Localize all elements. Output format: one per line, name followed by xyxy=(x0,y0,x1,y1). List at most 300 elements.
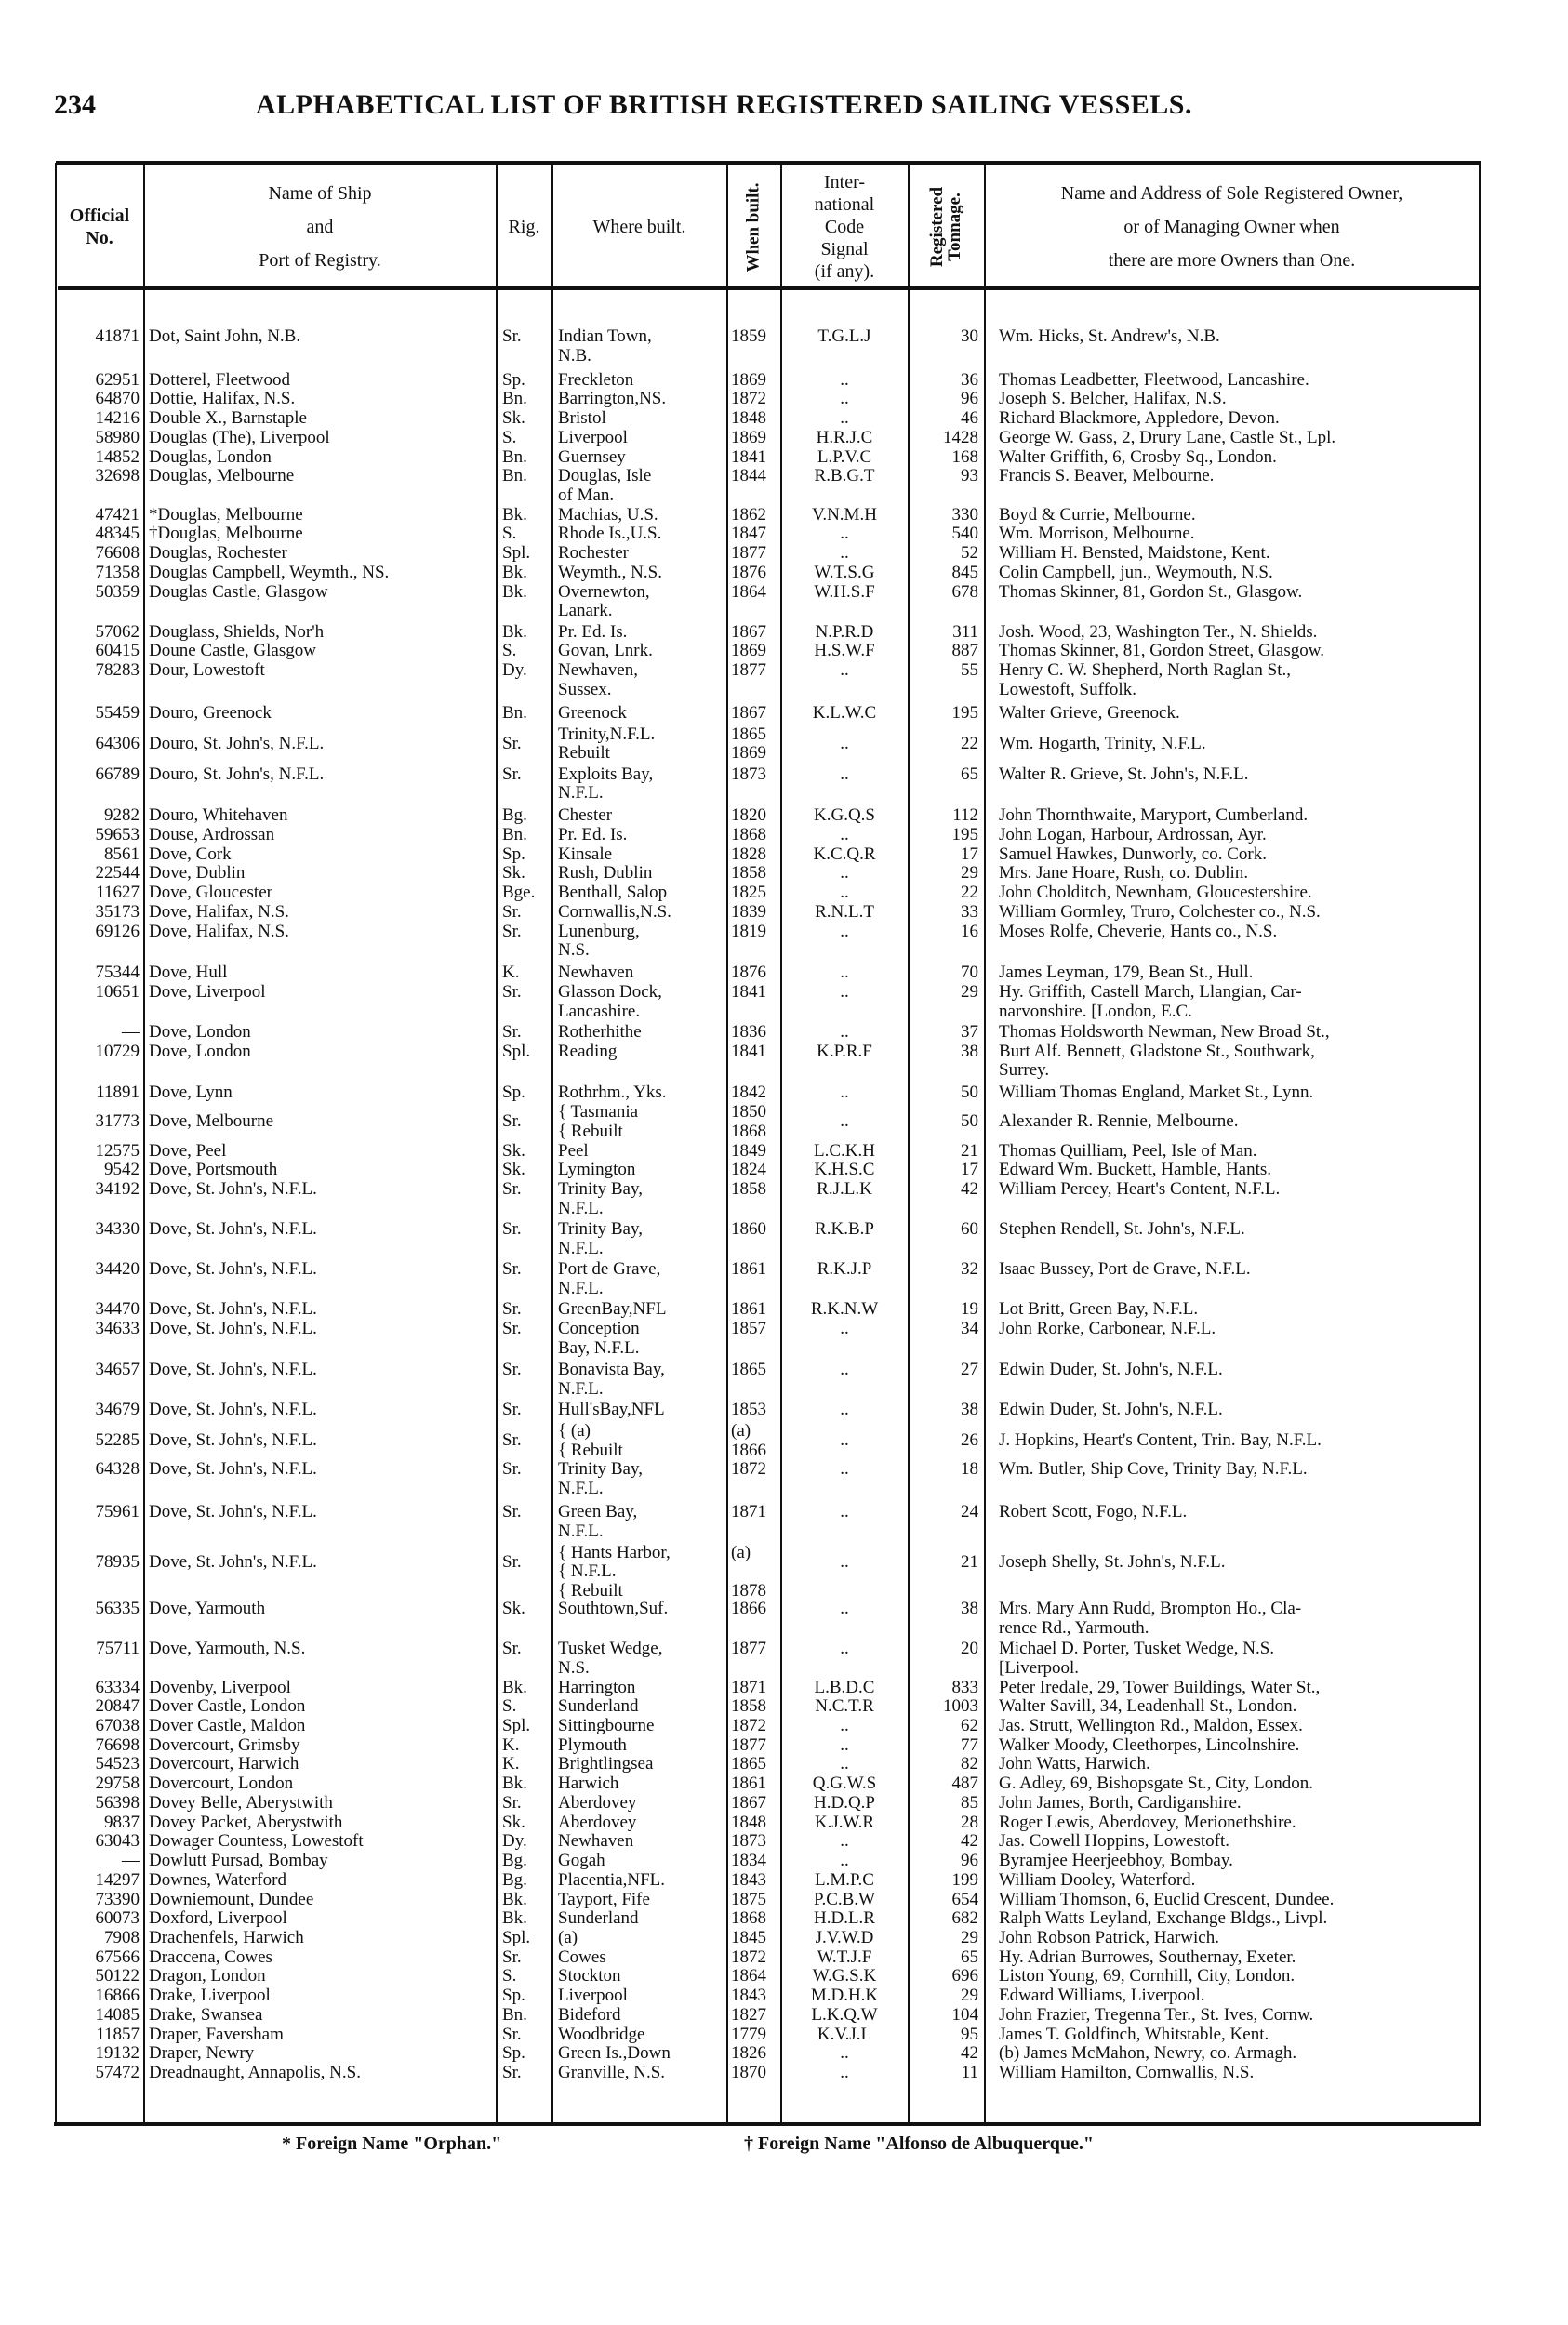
code-signal-cell: .. xyxy=(840,883,849,903)
official-no-cell: 32698 xyxy=(95,466,140,486)
code-signal-cell: .. xyxy=(840,389,849,409)
owner-cell: G. Adley, 69, Bishopsgate St., City, London. xyxy=(999,1774,1313,1794)
owner-cell: William Hamilton, Cornwallis, N.S. xyxy=(999,2063,1255,2082)
tonnage-cell: 38 xyxy=(961,1400,978,1420)
rig-cell: Bk. xyxy=(502,1774,527,1794)
rig-cell: Sr. xyxy=(502,1360,522,1380)
code-signal-cell: K.G.Q.S xyxy=(814,805,875,826)
where-built-cell: Exploits Bay, N.F.L. xyxy=(558,764,654,804)
ship-name-cell: Dragon, London xyxy=(149,1966,266,1986)
tonnage-cell: 678 xyxy=(951,581,978,602)
when-built-cell: 1825 xyxy=(731,883,766,903)
tonnage-cell: 16 xyxy=(961,921,978,941)
tonnage-cell: 682 xyxy=(951,1908,978,1929)
page-title: ALPHABETICAL LIST OF BRITISH REGISTERED SAILING VESSELS. xyxy=(256,89,1192,120)
code-signal-cell: N.C.T.R xyxy=(815,1696,874,1717)
tonnage-cell: 62 xyxy=(961,1716,978,1735)
code-signal-cell: V.N.M.H xyxy=(812,504,877,525)
official-no-cell: 66789 xyxy=(95,764,140,784)
rig-cell: Bn. xyxy=(502,825,527,845)
owner-cell: Michael D. Porter, Tusket Wedge, N.S. [Liverpool. xyxy=(999,1639,1275,1678)
ship-name-cell: Dove, Peel xyxy=(149,1140,227,1161)
official-no-cell: 34470 xyxy=(95,1299,140,1320)
owner-cell: Thomas Leadbetter, Fleetwood, Lancashire. xyxy=(999,369,1309,390)
ship-name-cell: Douglas, Rochester xyxy=(149,543,287,564)
code-signal-cell: Q.G.W.S xyxy=(812,1774,877,1794)
owner-cell: Robert Scott, Fogo, N.F.L. xyxy=(999,1502,1188,1522)
rig-cell: Sr. xyxy=(502,326,522,347)
tonnage-cell: 37 xyxy=(961,1022,978,1043)
when-built-cell: 1865 1869 xyxy=(731,724,766,764)
owner-cell: Mrs. Mary Ann Rudd, Brompton Ho., Cla- rence Rd., Yarmouth. xyxy=(999,1599,1302,1638)
ship-name-cell: Dove, Hull xyxy=(149,963,228,983)
when-built-cell: 1877 xyxy=(731,543,766,564)
when-built-cell: 1875 xyxy=(731,1889,766,1909)
where-built-cell: Benthall, Salop xyxy=(558,883,668,903)
rig-cell: Bk. xyxy=(502,562,527,582)
code-signal-cell: .. xyxy=(840,1111,849,1132)
when-built-cell: 1873 xyxy=(731,764,766,784)
ship-name-cell: Doxford, Liverpool xyxy=(149,1908,287,1929)
where-built-cell: Rothrhm., Yks. xyxy=(558,1083,667,1103)
tonnage-cell: 42 xyxy=(961,1178,978,1199)
tonnage-cell: 29 xyxy=(961,981,978,1002)
where-built-cell: Bonavista Bay, N.F.L. xyxy=(558,1360,665,1400)
tonnage-cell: 42 xyxy=(961,1831,978,1852)
tonnage-cell: 1428 xyxy=(943,427,978,447)
tonnage-cell: 52 xyxy=(961,543,978,564)
tonnage-cell: 24 xyxy=(961,1502,978,1522)
when-built-cell: 1867 xyxy=(731,703,766,724)
when-built-cell: 1869 xyxy=(731,641,766,661)
code-signal-cell: .. xyxy=(840,1022,849,1043)
official-no-cell: 64306 xyxy=(95,733,140,753)
rig-cell: K. xyxy=(502,963,520,983)
ship-name-cell: Douro, St. John's, N.F.L. xyxy=(149,764,325,784)
where-built-cell: Southtown,Suf. xyxy=(558,1599,669,1619)
official-no-cell: 8561 xyxy=(104,844,140,864)
ship-name-cell: Dove, St. John's, N.F.L. xyxy=(149,1178,317,1199)
tonnage-cell: 18 xyxy=(961,1459,978,1480)
where-built-cell: Trinity,N.F.L. Rebuilt xyxy=(558,724,656,764)
tonnage-cell: 833 xyxy=(951,1677,978,1697)
tonnage-cell: 195 xyxy=(951,703,978,724)
ship-name-cell: Dovercourt, Harwich xyxy=(149,1754,299,1774)
code-signal-cell: H.S.W.F xyxy=(814,641,875,661)
official-no-cell: 71358 xyxy=(95,562,140,582)
official-no-cell: 55459 xyxy=(95,703,140,724)
tonnage-cell: 21 xyxy=(961,1551,978,1572)
owner-cell: William H. Bensted, Maidstone, Kent. xyxy=(999,543,1270,564)
tonnage-cell: 22 xyxy=(961,733,978,753)
ship-name-cell: Douglas, Melbourne xyxy=(149,466,295,486)
ship-name-cell: Dove, Liverpool xyxy=(149,981,266,1002)
ship-name-cell: Drake, Swansea xyxy=(149,2004,263,2025)
rig-cell: Bn. xyxy=(502,446,527,467)
when-built-cell: 1864 xyxy=(731,1966,766,1986)
tonnage-cell: 27 xyxy=(961,1360,978,1380)
owner-cell: Byramjee Heerjeebhoy, Bombay. xyxy=(999,1851,1233,1871)
owner-cell: Samuel Hawkes, Dunworly, co. Cork. xyxy=(999,844,1267,864)
owner-cell: Josh. Wood, 23, Washington Ter., N. Shields. xyxy=(999,621,1318,642)
owner-cell: William Thomas England, Market St., Lynn. xyxy=(999,1083,1314,1103)
code-signal-cell: .. xyxy=(840,543,849,564)
where-built-cell: (a) xyxy=(558,1927,578,1947)
ship-name-cell: Double X., Barnstaple xyxy=(149,408,307,429)
official-no-cell: 52285 xyxy=(95,1429,140,1450)
where-built-cell: GreenBay,NFL xyxy=(558,1299,667,1320)
when-built-cell: 1868 xyxy=(731,1908,766,1929)
tonnage-cell: 77 xyxy=(961,1734,978,1755)
rig-cell: Bk. xyxy=(502,621,527,642)
where-built-cell: Stockton xyxy=(558,1966,621,1986)
where-built-cell: Woodbridge xyxy=(558,2024,645,2044)
code-signal-cell: .. xyxy=(840,1502,849,1522)
tonnage-cell: 22 xyxy=(961,883,978,903)
official-no-cell: 50122 xyxy=(95,1966,140,1986)
ship-name-cell: Dove, London xyxy=(149,1022,251,1043)
tonnage-cell: 29 xyxy=(961,863,978,884)
where-built-cell: Granville, N.S. xyxy=(558,2063,666,2082)
code-signal-cell: .. xyxy=(840,1639,849,1659)
official-no-cell: 11627 xyxy=(96,883,140,903)
rig-cell: K. xyxy=(502,1754,520,1774)
where-built-cell: Tusket Wedge, N.S. xyxy=(558,1639,663,1678)
tonnage-cell: 65 xyxy=(961,764,978,784)
rig-cell: Sk. xyxy=(502,863,525,884)
ship-name-cell: Douglas Castle, Glasgow xyxy=(149,581,328,602)
when-built-cell: 1828 xyxy=(731,844,766,864)
rig-cell: Bk. xyxy=(502,1677,527,1697)
when-built-cell: 1869 xyxy=(731,427,766,447)
rig-cell: Bn. xyxy=(502,466,527,486)
when-built-cell: 1841 xyxy=(731,1041,766,1061)
owner-cell: James Leyman, 179, Bean St., Hull. xyxy=(999,963,1254,983)
header-bottom-rule xyxy=(58,286,1481,290)
where-built-cell: Trinity Bay, N.F.L. xyxy=(558,1459,643,1498)
when-built-cell: 1858 xyxy=(731,1696,766,1717)
ship-name-cell: Dove, St. John's, N.F.L. xyxy=(149,1259,317,1280)
rig-cell: Bg. xyxy=(502,805,527,826)
owner-cell: William Thomson, 6, Euclid Crescent, Dundee. xyxy=(999,1889,1335,1909)
official-no-cell: 31773 xyxy=(95,1111,140,1132)
code-signal-cell: .. xyxy=(840,2063,849,2082)
when-built-cell: 1858 xyxy=(731,1178,766,1199)
when-built-cell: 1857 xyxy=(731,1318,766,1338)
tonnage-cell: 38 xyxy=(961,1599,978,1619)
official-no-cell: 14216 xyxy=(95,408,140,429)
official-no-cell: 78935 xyxy=(95,1551,140,1572)
official-no-cell: 12575 xyxy=(95,1140,140,1161)
when-built-cell: 1850 1868 xyxy=(731,1102,766,1141)
ship-name-cell: Dove, Dublin xyxy=(149,863,246,884)
where-built-cell: Greenock xyxy=(558,703,627,724)
owner-cell: Joseph Shelly, St. John's, N.F.L. xyxy=(999,1551,1226,1572)
owner-cell: Thomas Skinner, 81, Gordon St., Glasgow. xyxy=(999,581,1303,602)
owner-cell: Boyd & Currie, Melbourne. xyxy=(999,504,1196,525)
where-built-cell: Hull'sBay,NFL xyxy=(558,1400,665,1420)
tonnage-cell: 29 xyxy=(961,1927,978,1947)
tonnage-cell: 65 xyxy=(961,1946,978,1967)
when-built-cell: 1861 xyxy=(731,1259,766,1280)
ship-name-cell: Dove, Portsmouth xyxy=(149,1160,278,1180)
owner-cell: Edwin Duder, St. John's, N.F.L. xyxy=(999,1400,1223,1420)
tonnage-cell: 311 xyxy=(952,621,978,642)
where-built-cell: Sittingbourne xyxy=(558,1716,655,1735)
tonnage-cell: 82 xyxy=(961,1754,978,1774)
where-built-cell: Liverpool xyxy=(558,1986,628,2006)
owner-cell: Moses Rolfe, Cheverie, Hants co., N.S. xyxy=(999,921,1278,941)
when-built-cell: 1872 xyxy=(731,1459,766,1480)
owner-cell: William Percey, Heart's Content, N.F.L. xyxy=(999,1178,1281,1199)
when-built-cell: 1876 xyxy=(731,562,766,582)
rig-cell: Sk. xyxy=(502,408,525,429)
where-built-cell: Sunderland xyxy=(558,1696,639,1717)
owner-cell: Jas. Strutt, Wellington Rd., Maldon, Essex. xyxy=(999,1716,1303,1735)
official-no-cell: 34420 xyxy=(95,1259,140,1280)
official-no-cell: 58980 xyxy=(95,427,140,447)
where-built-cell: Rush, Dublin xyxy=(558,863,653,884)
where-built-cell: Plymouth xyxy=(558,1734,627,1755)
official-no-cell: — xyxy=(122,1022,140,1043)
when-built-cell: 1862 xyxy=(731,504,766,525)
rig-cell: Spl. xyxy=(502,1041,531,1061)
owner-cell: Edwin Duder, St. John's, N.F.L. xyxy=(999,1360,1223,1380)
tonnage-cell: 42 xyxy=(961,2043,978,2064)
ship-name-cell: Dover Castle, Maldon xyxy=(149,1716,306,1735)
when-built-cell: 1842 xyxy=(731,1083,766,1103)
when-built-cell: 1869 xyxy=(731,369,766,390)
official-no-cell: 19132 xyxy=(95,2043,140,2064)
owner-cell: Alexander R. Rennie, Melbourne. xyxy=(999,1111,1239,1132)
rig-cell: S. xyxy=(502,427,517,447)
where-built-cell: Gogah xyxy=(558,1851,605,1871)
ship-name-cell: Dove, St. John's, N.F.L. xyxy=(149,1318,317,1338)
header-rig: Rig. xyxy=(508,217,540,237)
owner-cell: J. Hopkins, Heart's Content, Trin. Bay, N.F.L. xyxy=(999,1429,1322,1450)
rig-cell: Sr. xyxy=(502,1551,522,1572)
code-signal-cell: .. xyxy=(840,1851,849,1871)
owner-cell: Henry C. W. Shepherd, North Raglan St., Lowestoft, Suffolk. xyxy=(999,660,1292,699)
where-built-cell: { Tasmania { Rebuilt xyxy=(558,1102,639,1141)
column-divider xyxy=(984,163,986,2123)
code-signal-cell: W.T.J.F xyxy=(817,1946,872,1967)
official-no-cell: 11891 xyxy=(96,1083,140,1103)
owner-cell: Wm. Morrison, Melbourne. xyxy=(999,524,1195,544)
rig-cell: Sr. xyxy=(502,1219,522,1240)
code-signal-cell: R.K.B.P xyxy=(815,1219,874,1240)
footnote-orphan: * Foreign Name "Orphan." xyxy=(282,2133,502,2154)
rig-cell: Sr. xyxy=(502,1111,522,1132)
official-no-cell: 29758 xyxy=(95,1774,140,1794)
official-no-cell: 75711 xyxy=(96,1639,140,1659)
rig-cell: Spl. xyxy=(502,1716,531,1735)
rig-cell: K. xyxy=(502,1734,520,1755)
when-built-cell: 1866 xyxy=(731,1599,766,1619)
rig-cell: Sr. xyxy=(502,1178,522,1199)
where-built-cell: Bideford xyxy=(558,2004,621,2025)
column-divider xyxy=(143,163,145,2123)
ship-name-cell: †Douglas, Melbourne xyxy=(149,524,303,544)
tonnage-cell: 50 xyxy=(961,1111,978,1132)
owner-cell: Walter R. Grieve, St. John's, N.F.L. xyxy=(999,764,1249,784)
official-no-cell: 64870 xyxy=(95,389,140,409)
where-built-cell: Harwich xyxy=(558,1774,619,1794)
official-no-cell: 41871 xyxy=(95,326,140,347)
official-no-cell: 10651 xyxy=(95,981,140,1002)
code-signal-cell: .. xyxy=(840,733,849,753)
when-built-cell: 1824 xyxy=(731,1160,766,1180)
tonnage-cell: 21 xyxy=(961,1140,978,1161)
code-signal-cell: T.G.L.J xyxy=(817,326,871,347)
official-no-cell: 78283 xyxy=(95,660,140,681)
when-built-cell: 1839 xyxy=(731,901,766,922)
rig-cell: S. xyxy=(502,1966,517,1986)
code-signal-cell: .. xyxy=(840,1734,849,1755)
where-built-cell: Newhaven, Sussex. xyxy=(558,660,638,699)
official-no-cell: 60415 xyxy=(95,641,140,661)
official-no-cell: 76608 xyxy=(95,543,140,564)
tonnage-cell: 195 xyxy=(951,825,978,845)
rig-cell: Sr. xyxy=(502,1946,522,1967)
when-built-cell: 1872 xyxy=(731,1716,766,1735)
official-no-cell: 57062 xyxy=(95,621,140,642)
where-built-cell: Cowes xyxy=(558,1946,606,1967)
when-built-cell: 1861 xyxy=(731,1299,766,1320)
ship-name-cell: Dove, St. John's, N.F.L. xyxy=(149,1360,317,1380)
owner-cell: Walter Griffith, 6, Crosby Sq., London. xyxy=(999,446,1277,467)
code-signal-cell: .. xyxy=(840,1831,849,1852)
owner-cell: James T. Goldfinch, Whitstable, Kent. xyxy=(999,2024,1269,2044)
rig-cell: S. xyxy=(502,524,517,544)
where-built-cell: Trinity Bay, N.F.L. xyxy=(558,1178,643,1218)
where-built-cell: Trinity Bay, N.F.L. xyxy=(558,1219,643,1258)
ship-name-cell: Dovercourt, London xyxy=(149,1774,294,1794)
owner-cell: Hy. Griffith, Castell March, Llangian, Car- narvonshire. [London, E.C. xyxy=(999,981,1302,1021)
header-ship-name: Name of Ship and Port of Registry. xyxy=(259,183,381,271)
tonnage-cell: 95 xyxy=(961,2024,978,2044)
rig-cell: Sr. xyxy=(502,764,522,784)
owner-cell: Richard Blackmore, Appledore, Devon. xyxy=(999,408,1280,429)
code-signal-cell: K.C.Q.R xyxy=(813,844,876,864)
rig-cell: Sr. xyxy=(502,733,522,753)
tonnage-cell: 112 xyxy=(952,805,978,826)
owner-cell: Roger Lewis, Aberdovey, Merionethshire. xyxy=(999,1812,1296,1832)
official-no-cell: 16866 xyxy=(95,1986,140,2006)
official-no-cell: — xyxy=(122,1851,140,1871)
ship-name-cell: Douro, St. John's, N.F.L. xyxy=(149,733,325,753)
ship-name-cell: Dove, St. John's, N.F.L. xyxy=(149,1429,317,1450)
official-no-cell: 47421 xyxy=(95,504,140,525)
where-built-cell: Barrington,NS. xyxy=(558,389,667,409)
tonnage-cell: 1003 xyxy=(943,1696,978,1717)
where-built-cell: Green Is.,Down xyxy=(558,2043,671,2064)
where-built-cell: Douglas, Isle of Man. xyxy=(558,466,652,505)
official-no-cell: 54523 xyxy=(95,1754,140,1774)
where-built-cell: Green Bay, N.F.L. xyxy=(558,1502,638,1542)
code-signal-cell: L.M.P.C xyxy=(815,1869,874,1890)
when-built-cell: 1853 xyxy=(731,1400,766,1420)
tonnage-cell: 11 xyxy=(961,2063,978,2082)
when-built-cell: 1871 xyxy=(731,1677,766,1697)
where-built-cell: Newhaven xyxy=(558,963,634,983)
when-built-cell: 1871 xyxy=(731,1502,766,1522)
where-built-cell: { (a) { Rebuilt xyxy=(558,1420,623,1460)
ship-name-cell: Douglass, Shields, Nor'h xyxy=(149,621,325,642)
when-built-cell: 1826 xyxy=(731,2043,766,2064)
tonnage-cell: 85 xyxy=(961,1792,978,1813)
official-no-cell: 56398 xyxy=(95,1792,140,1813)
rig-cell: Sk. xyxy=(502,1140,525,1161)
when-built-cell: 1868 xyxy=(731,825,766,845)
where-built-cell: Weymth., N.S. xyxy=(558,562,662,582)
ship-name-cell: Dove, Gloucester xyxy=(149,883,272,903)
rig-cell: Sp. xyxy=(502,2043,525,2064)
when-built-cell: 1841 xyxy=(731,981,766,1002)
ship-name-cell: Dove, Melbourne xyxy=(149,1111,274,1132)
when-built-cell: 1859 xyxy=(731,326,766,347)
ship-name-cell: Doune Castle, Glasgow xyxy=(149,641,316,661)
where-built-cell: Freckleton xyxy=(558,369,634,390)
code-signal-cell: W.H.S.F xyxy=(814,581,875,602)
rig-cell: Dy. xyxy=(502,660,527,681)
official-no-cell: 20847 xyxy=(95,1696,140,1717)
where-built-cell: Rochester xyxy=(558,543,629,564)
table-bottom-rule xyxy=(54,2122,1481,2126)
official-no-cell: 14852 xyxy=(95,446,140,467)
tonnage-cell: 487 xyxy=(951,1774,978,1794)
owner-cell: Lot Britt, Green Bay, N.F.L. xyxy=(999,1299,1199,1320)
code-signal-cell: P.C.B.W xyxy=(814,1889,875,1909)
owner-cell: John Logan, Harbour, Ardrossan, Ayr. xyxy=(999,825,1267,845)
owner-cell: Isaac Bussey, Port de Grave, N.F.L. xyxy=(999,1259,1251,1280)
code-signal-cell: K.H.S.C xyxy=(814,1160,875,1180)
owner-cell: Walker Moody, Cleethorpes, Lincolnshire. xyxy=(999,1734,1300,1755)
ship-name-cell: Dove, Yarmouth, N.S. xyxy=(149,1639,306,1659)
owner-cell: William Dooley, Waterford. xyxy=(999,1869,1196,1890)
when-built-cell: 1872 xyxy=(731,389,766,409)
ship-name-cell: Dowlutt Pursad, Bombay xyxy=(149,1851,328,1871)
official-no-cell: 34633 xyxy=(95,1318,140,1338)
official-no-cell: 76698 xyxy=(95,1734,140,1755)
tonnage-cell: 26 xyxy=(961,1429,978,1450)
code-signal-cell: .. xyxy=(840,1754,849,1774)
where-built-cell: Newhaven xyxy=(558,1831,634,1852)
column-divider xyxy=(496,163,498,2123)
tonnage-cell: 28 xyxy=(961,1812,978,1832)
tonnage-cell: 33 xyxy=(961,901,978,922)
owner-cell: Stephen Rendell, St. John's, N.F.L. xyxy=(999,1219,1245,1240)
code-signal-cell: K.L.W.C xyxy=(812,703,877,724)
where-built-cell: Indian Town, N.B. xyxy=(558,326,652,366)
where-built-cell: Chester xyxy=(558,805,613,826)
owner-cell: Colin Campbell, jun., Weymouth, N.S. xyxy=(999,562,1273,582)
tonnage-cell: 845 xyxy=(951,562,978,582)
ship-name-cell: Douglas (The), Liverpool xyxy=(149,427,330,447)
owner-cell: Ralph Watts Leyland, Exchange Bldgs., Livpl. xyxy=(999,1908,1328,1929)
where-built-cell: Sunderland xyxy=(558,1908,639,1929)
where-built-cell: Aberdovey xyxy=(558,1792,637,1813)
owner-cell: Peter Iredale, 29, Tower Buildings, Water St., xyxy=(999,1677,1321,1697)
owner-cell: Walter Savill, 34, Leadenhall St., London. xyxy=(999,1696,1297,1717)
tonnage-cell: 199 xyxy=(951,1869,978,1890)
rig-cell: Bk. xyxy=(502,581,527,602)
ship-name-cell: Dove, London xyxy=(149,1041,251,1061)
where-built-cell: Port de Grave, N.F.L. xyxy=(558,1259,661,1298)
code-signal-cell: .. xyxy=(840,981,849,1002)
when-built-cell: 1876 xyxy=(731,963,766,983)
ship-name-cell: Douglas, London xyxy=(149,446,272,467)
